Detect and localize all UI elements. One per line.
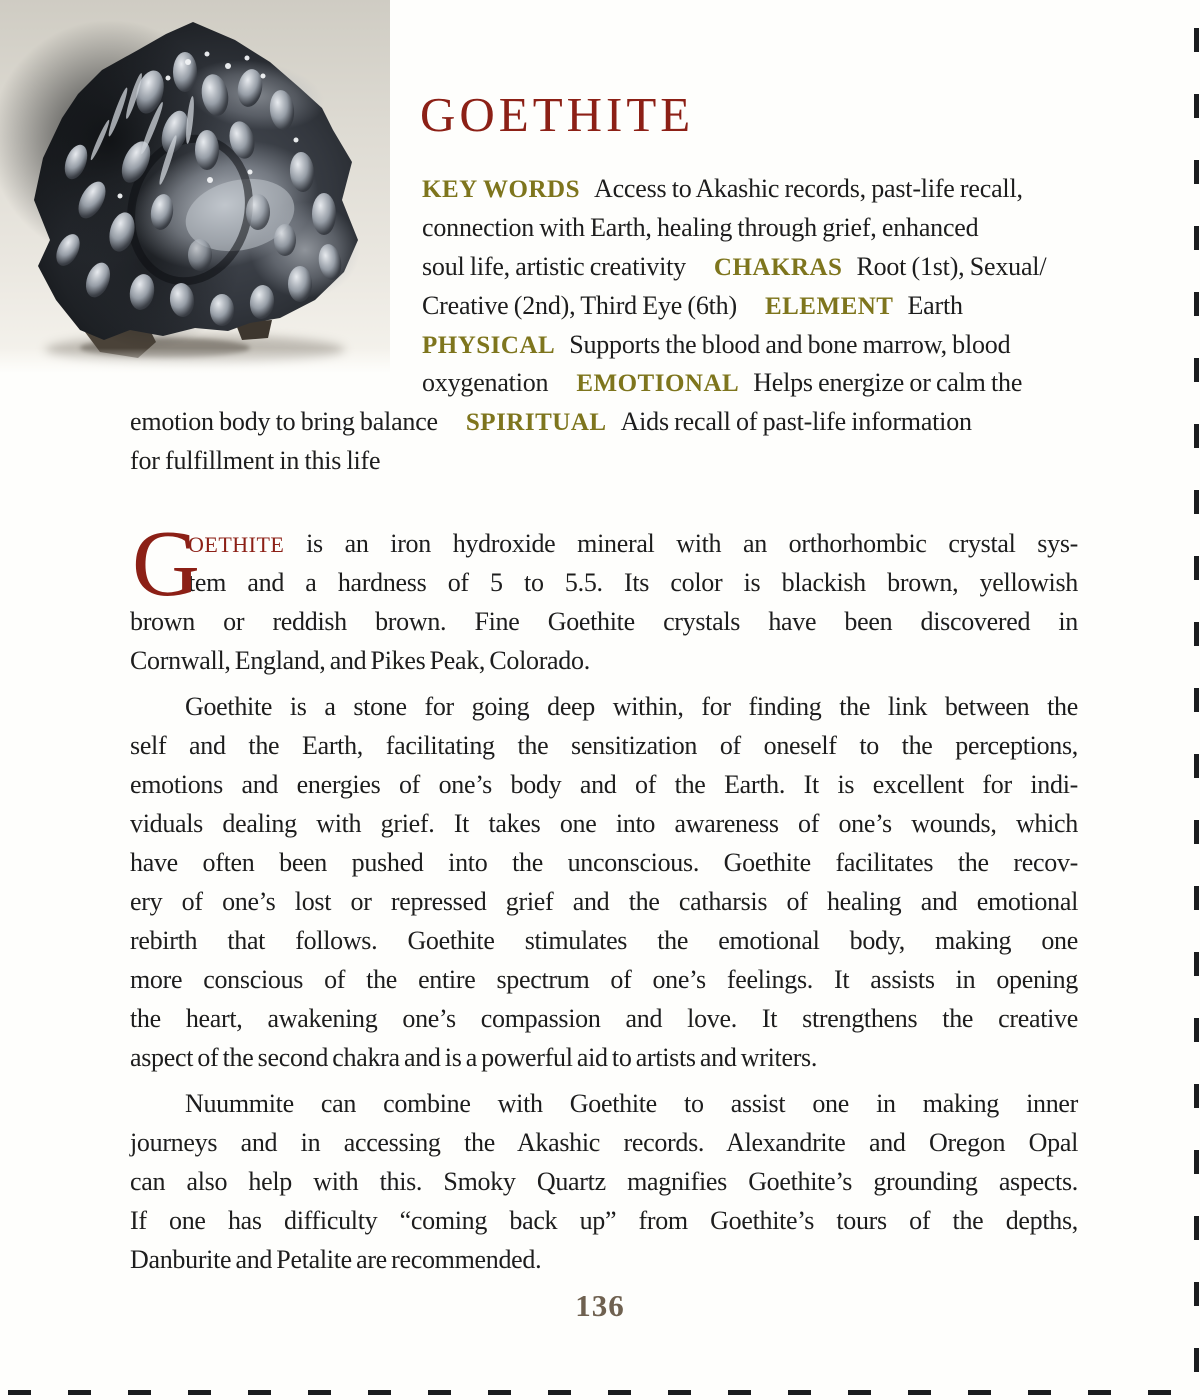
text-line: tem and a hardness of 5 to 5.5. Its color is blackish brown, yellowish — [188, 568, 1078, 597]
page-edge-marks-bottom — [8, 1390, 1194, 1395]
property-text: for fulfillment in this life — [130, 446, 381, 476]
text-line: can also help with this. Smoky Quartz magnifies Goethite’s grounding aspects. — [130, 1167, 1078, 1196]
text-line: emotions and energies of one’s body and of the Earth. It is excellent for indi- — [130, 770, 1078, 799]
paragraph — [130, 1084, 1078, 1279]
property-text: oxygenation — [422, 368, 549, 398]
keywords-line — [422, 326, 1078, 365]
text-line: more conscious of the entire spectrum of one’s feelings. It assists in opening — [130, 965, 1078, 994]
keywords-line — [130, 403, 1078, 442]
property-label: CHAKRAS — [713, 253, 843, 281]
text-line: brown or reddish brown. Fine Goethite crystals have been discovered in — [130, 607, 1078, 636]
property-text: soul life, artistic creativity — [422, 251, 686, 281]
property-label: ELEMENT — [764, 292, 894, 320]
lead-rest: is an iron hydroxide mineral with an orthorhombic crystal sys- — [284, 529, 1078, 558]
property-text: connection with Earth, healing through grief, enhanced — [422, 212, 979, 242]
keywords-line — [422, 248, 1078, 287]
article-body — [130, 512, 1078, 1279]
text-line: If one has difficulty “coming back up” from Goethite’s tours of the depths, — [130, 1206, 1078, 1235]
text-line: the heart, awakening one’s compassion and love. It strengthens the creative — [130, 1004, 1078, 1033]
page-number: 136 — [575, 1288, 625, 1323]
property-text: Creative (2nd), Third Eye (6th) — [422, 290, 737, 320]
text-line: self and the Earth, facilitating the sensitization of oneself to the perceptions, — [130, 731, 1078, 760]
text-line: journeys and in accessing the Akashic records. Alexandrite and Oregon Opal — [130, 1128, 1078, 1157]
page-edge-marks-right — [1194, 28, 1199, 1396]
keywords-block — [130, 170, 1078, 481]
keywords-line — [130, 442, 1078, 481]
paragraph — [130, 524, 1078, 680]
property-text: Root (1st), Sexual/ — [856, 251, 1047, 281]
property-text: Helps energize or calm the — [753, 368, 1023, 398]
property-text: Earth — [907, 290, 963, 320]
property-text: emotion body to bring balance — [130, 407, 438, 437]
property-text: Supports the blood and bone marrow, blood — [569, 329, 1011, 359]
page-title: GOETHITE — [420, 87, 695, 142]
text-line: have often been pushed into the unconscious. Goethite facilitates the recov- — [130, 848, 1078, 877]
keywords-line — [422, 170, 1078, 209]
property-text: Aids recall of past-life information — [620, 407, 972, 437]
text-line: Goethite is a stone for going deep within, for finding the link between the — [185, 692, 1078, 721]
paragraph — [130, 687, 1078, 1077]
text-line — [130, 524, 1078, 563]
property-label: EMOTIONAL — [576, 370, 740, 398]
drop-cap: G — [132, 512, 200, 616]
property-label: PHYSICAL — [422, 331, 556, 359]
property-label: KEY WORDS — [422, 176, 581, 203]
lead-small-caps: OETHITE — [188, 532, 285, 557]
property-text: Access to Akashic records, past-life recall, — [594, 174, 1023, 203]
text-line: Danburite and Petalite are recommended. — [130, 1245, 542, 1274]
text-line: Cornwall, England, and Pikes Peak, Colorado. — [130, 646, 590, 675]
text-line: rebirth that follows. Goethite stimulates the emotional body, making one — [130, 926, 1078, 955]
keywords-line — [422, 209, 1078, 248]
text-line: viduals dealing with grief. It takes one into awareness of one’s wounds, which — [130, 809, 1078, 838]
property-label: SPIRITUAL — [465, 409, 607, 437]
text-line: aspect of the second chakra and is a powerful aid to artists and writers. — [130, 1043, 818, 1072]
text-line: ery of one’s lost or repressed grief and the catharsis of healing and emotional — [130, 887, 1078, 916]
text-line: Nuummite can combine with Goethite to assist one in making inner — [185, 1089, 1078, 1118]
keywords-line — [422, 287, 1078, 326]
keywords-line — [422, 364, 1078, 403]
